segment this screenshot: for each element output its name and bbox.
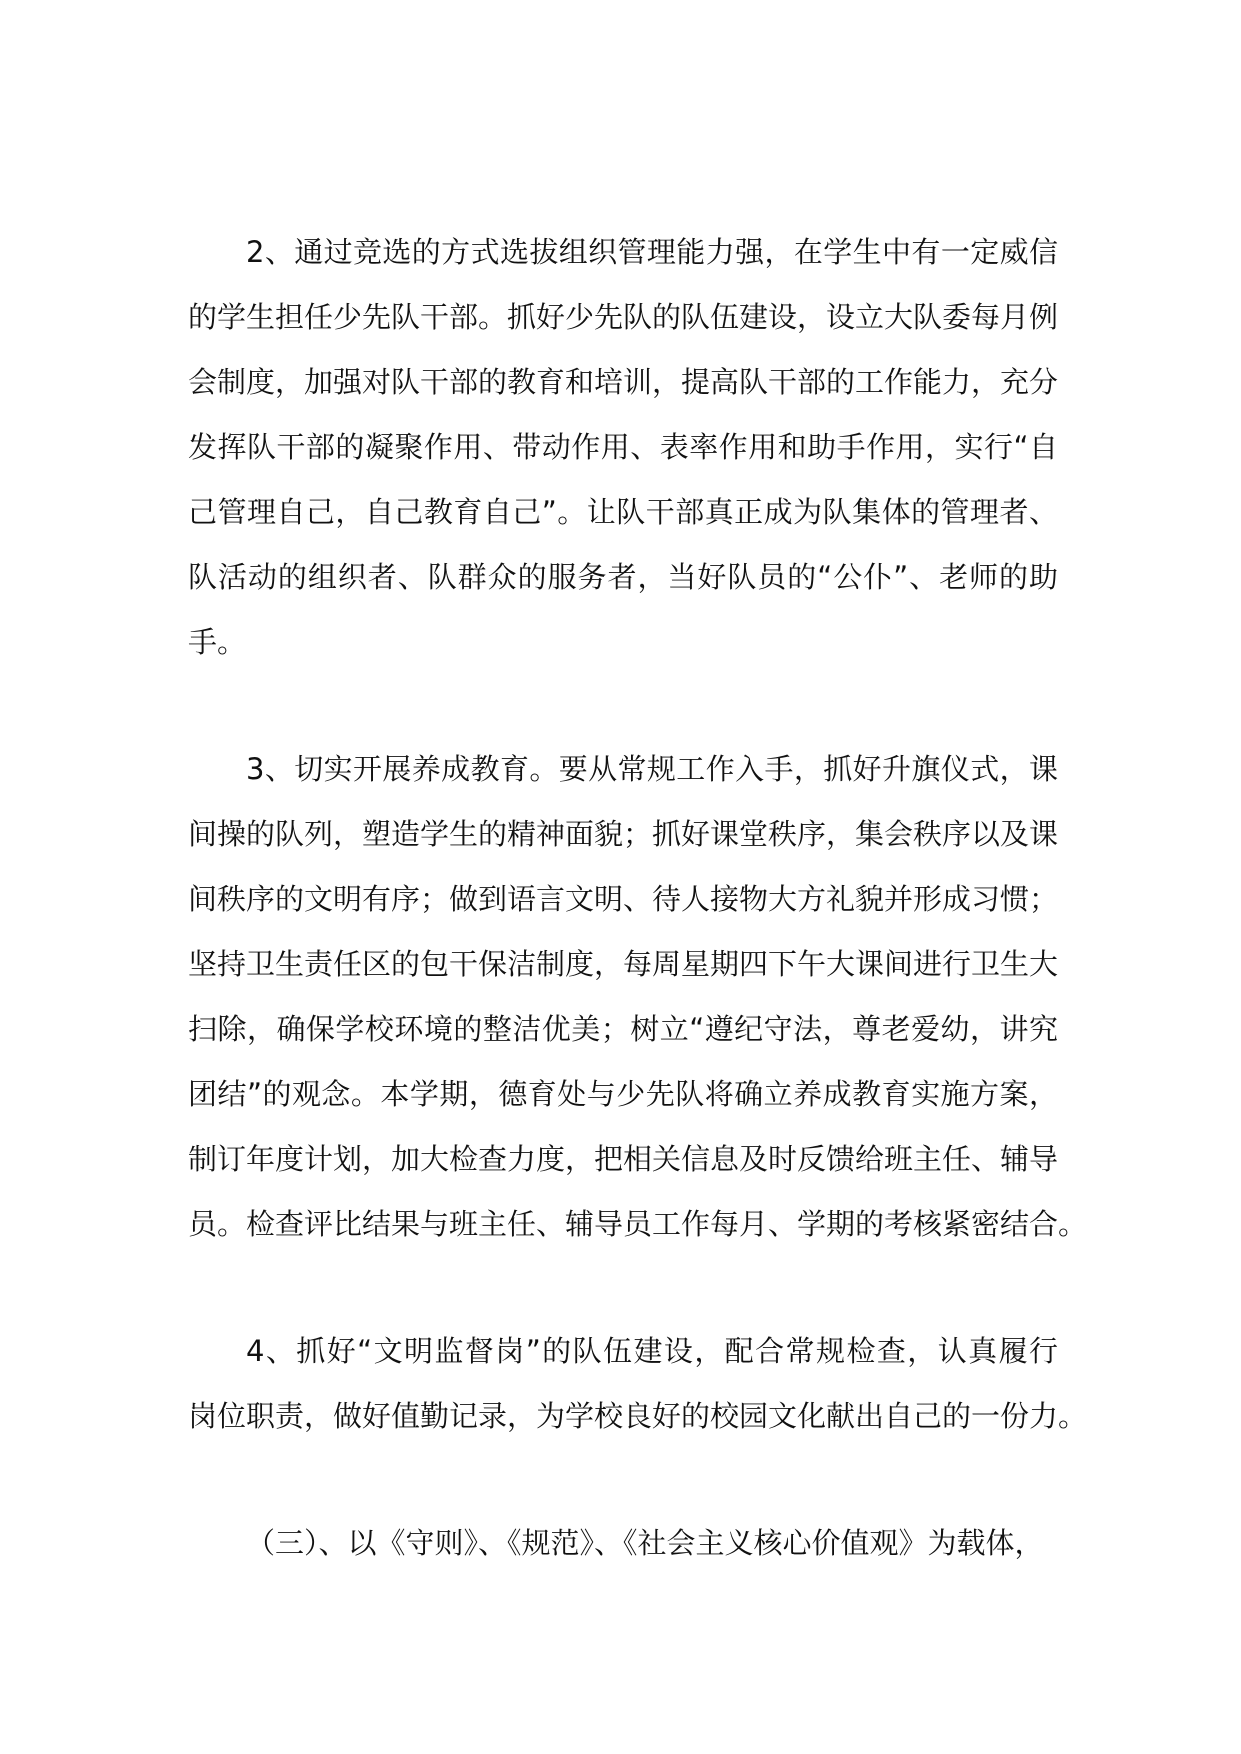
- paragraph-line: 岗位职责，做好值勤记录，为学校良好的校园文化献出自己的一份力。: [188, 1399, 1088, 1433]
- paragraph-line: 3、切实开展养成教育。要从常规工作入手，抓好升旗仪式，课: [246, 752, 1058, 786]
- paragraph-line: 扫除，确保学校环境的整洁优美；树立“遵纪守法，尊老爱幼，讲究: [188, 1012, 1058, 1046]
- paragraph-line: 己管理自己，自己教育自己”。让队干部真正成为队集体的管理者、: [188, 495, 1058, 529]
- paragraph-line: 4、抓好“文明监督岗”的队伍建设，配合常规检查，认真履行: [246, 1334, 1058, 1368]
- section-heading-3: [188, 1511, 1058, 1576]
- paragraph-line: 会制度，加强对队干部的教育和培训，提高队干部的工作能力，充分: [188, 365, 1059, 399]
- paragraph-line: （三）、以《守则》、《规范》、《社会主义核心价值观》为载体，: [246, 1526, 1044, 1560]
- paragraph-line: 间操的队列，塑造学生的精神面貌；抓好课堂秩序，集会秩序以及课: [188, 817, 1059, 851]
- paragraph-line: 间秩序的文明有序；做到语言文明、待人接物大方礼貌并形成习惯；: [188, 882, 1059, 916]
- paragraph-line: 手。: [188, 625, 247, 659]
- document-body: [188, 220, 1088, 1638]
- paragraph-line: 制订年度计划，加大检查力度，把相关信息及时反馈给班主任、辅导: [188, 1142, 1059, 1176]
- paragraph-line: 的学生担任少先队干部。抓好少先队的队伍建设，设立大队委每月例: [188, 300, 1059, 334]
- paragraph-2: [188, 220, 1058, 675]
- paragraph-line: 队活动的组织者、队群众的服务者，当好队员的“公仆”、老师的助: [188, 560, 1058, 594]
- paragraph-4: [188, 1319, 1088, 1449]
- paragraph-line: 2、通过竞选的方式选拔组织管理能力强，在学生中有一定威信: [246, 235, 1058, 269]
- paragraph-line: 团结”的观念。本学期，德育处与少先队将确立养成教育实施方案，: [188, 1077, 1058, 1111]
- paragraph-3: [188, 737, 1088, 1257]
- paragraph-line: 员。检查评比结果与班主任、辅导员工作每月、学期的考核紧密结合。: [188, 1207, 1088, 1241]
- paragraph-line: 坚持卫生责任区的包干保洁制度，每周星期四下午大课间进行卫生大: [188, 947, 1059, 981]
- paragraph-line: 发挥队干部的凝聚作用、带动作用、表率作用和助手作用，实行“自: [188, 430, 1058, 464]
